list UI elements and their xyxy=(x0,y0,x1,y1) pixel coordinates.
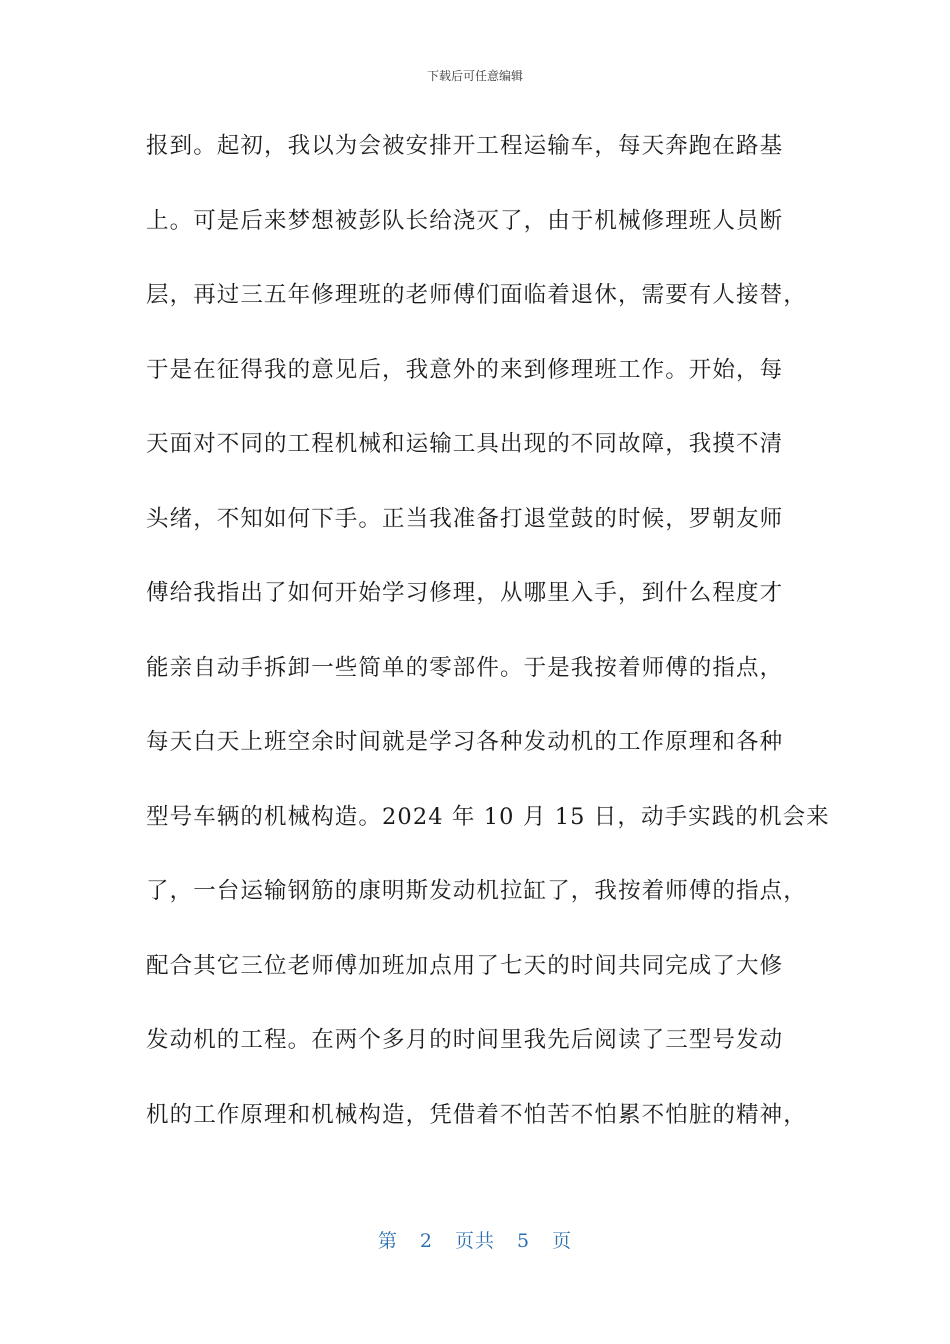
footer-prefix: 第 xyxy=(377,1230,398,1252)
body-line: 头绪，不知如何下手。正当我准备打退堂鼓的时候，罗朝友师 xyxy=(146,505,784,532)
footer-total-pages: 5 xyxy=(517,1230,531,1252)
body-line: 于是在征得我的意见后，我意外的来到修理班工作。开始，每 xyxy=(146,356,784,383)
body-line: 每天白天上班空余时间就是学习各种发动机的工作原理和各种 xyxy=(146,729,784,755)
body-line: 发动机的工程。在两个多月的时间里我先后阅读了三型号发动 xyxy=(146,1027,784,1053)
body-line: 报到。起初，我以为会被安排开工程运输车，每天奔跑在路基 xyxy=(146,133,784,159)
footer-middle: 页共 xyxy=(454,1230,495,1252)
body-line: 层，再过三五年修理班的老师傅们面临着退休，需要有人接替， xyxy=(146,282,807,308)
page-footer xyxy=(0,1226,950,1253)
body-line: 天面对不同的工程机械和运输工具出现的不同故障，我摸不清 xyxy=(146,431,784,457)
body-line: 能亲自动手拆卸一些简单的零部件。于是我按着师傅的指点， xyxy=(146,654,784,681)
body-line: 配合其它三位老师傅加班加点用了七天的时间共同完成了大修 xyxy=(146,952,784,979)
header-note: 下载后可任意编辑 xyxy=(426,69,523,83)
body-text xyxy=(146,122,830,1165)
footer-current-page: 2 xyxy=(419,1230,433,1252)
body-line: 了，一台运输钢筋的康明斯发动机拉缸了，我按着师傅的指点， xyxy=(146,878,807,904)
body-line: 机的工作原理和机械构造，凭借着不怕苦不怕累不怕脏的精神， xyxy=(146,1101,807,1128)
body-line: 上。可是后来梦想被彭队长给浇灭了，由于机械修理班人员断 xyxy=(146,207,784,234)
footer-suffix: 页 xyxy=(552,1230,573,1252)
body-line: 傅给我指出了如何开始学习修理，从哪里入手，到什么程度才 xyxy=(146,580,784,606)
body-line: 型号车辆的机械构造。2024 年 10 月 15 日，动手实践的机会来 xyxy=(146,803,830,830)
